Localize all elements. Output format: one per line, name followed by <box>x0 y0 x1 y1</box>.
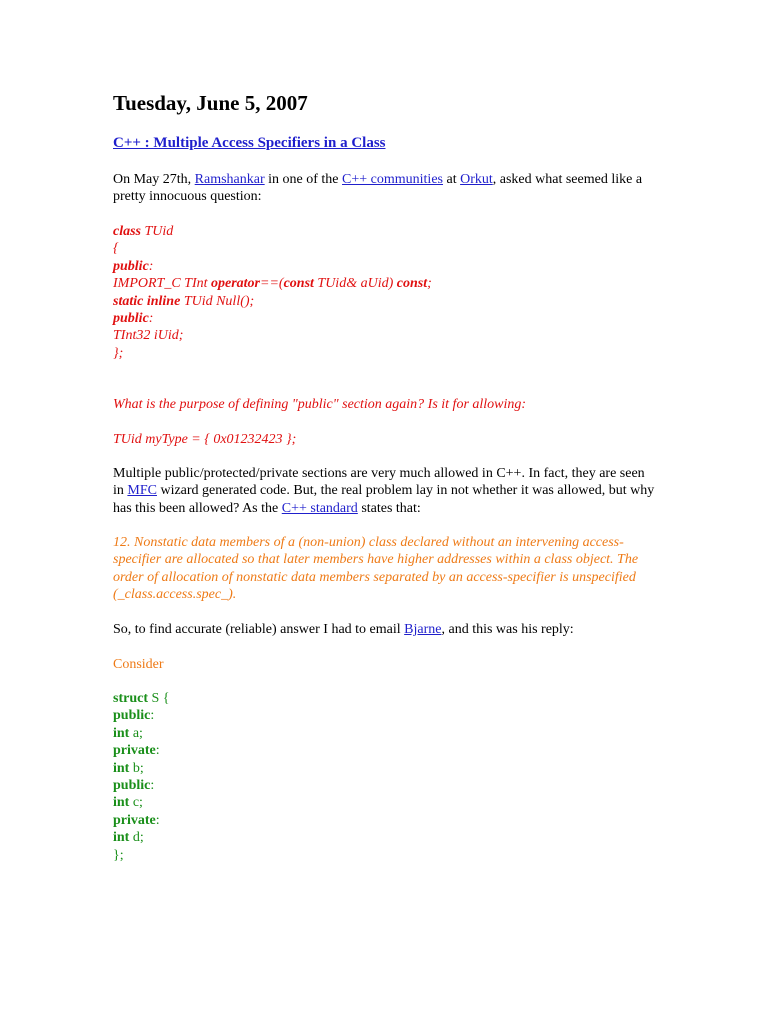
code-line: int c; <box>113 795 143 811</box>
code-line: class TUid <box>113 224 174 239</box>
email-paragraph <box>113 621 658 638</box>
post-title <box>113 135 386 152</box>
para-text: , and this was his reply: <box>441 622 574 637</box>
date-header: Tuesday, June 5, 2007 <box>113 91 308 115</box>
code-block-struct <box>113 690 658 864</box>
question-code: TUid myType = { 0x01232423 }; <box>113 432 297 447</box>
standard-paragraph <box>113 465 658 517</box>
orkut-link[interactable]: Orkut <box>460 172 493 187</box>
code-line: }; <box>113 847 124 863</box>
code-line: public: <box>113 311 154 327</box>
code-line: private: <box>113 812 160 828</box>
post-title-link[interactable]: C++ : Multiple Access Specifiers in a Class <box>113 135 386 151</box>
intro-text: at <box>442 172 461 187</box>
code-line: public: <box>113 708 155 724</box>
code-line: public: <box>113 778 155 794</box>
intro-paragraph <box>113 171 658 206</box>
code-block-tuid <box>113 223 658 362</box>
intro-text: , asked what seemed like a pretty innocuous question: <box>113 172 643 205</box>
para-text: Multiple public/protected/private sections are very much allowed in C++. In fact, they are seen in <box>113 466 645 499</box>
code-line: }; <box>113 345 124 361</box>
code-line: private: <box>113 743 160 759</box>
code-line: int d; <box>113 830 144 846</box>
intro-text: On May 27th, <box>113 172 195 187</box>
para-text: So, to find accurate (reliable) answer I had to email <box>113 622 405 637</box>
code-line: struct S { <box>113 691 170 706</box>
bjarne-link[interactable]: Bjarne <box>404 622 442 637</box>
para-text: wizard generated code. But, the real problem lay in not whether it was allowed, but why has this been allowed? As the <box>113 483 655 516</box>
code-line: int a; <box>113 725 143 741</box>
standard-quote: 12. Nonstatic data members of a (non-union) class declared without an intervening access-specifier are allocated so that later members have higher addresses within a class object. The order of allocation of nonstatic data members separated by an access-specifier is unspecified (_class.access.spec_). <box>113 535 639 603</box>
mfc-link[interactable]: MFC <box>127 483 157 499</box>
intro-text: in one of the <box>264 172 343 187</box>
code-line: IMPORT_C TInt operator==(const TUid& aUid) const; <box>113 276 432 292</box>
code-line: { <box>113 241 119 257</box>
question-text: What is the purpose of defining "public" section again? Is it for allowing: <box>113 397 527 412</box>
communities-link[interactable]: C++ communities <box>342 172 443 187</box>
code-line: static inline TUid Null(); <box>113 293 255 309</box>
code-line: TInt32 iUid; <box>113 328 184 344</box>
code-line: public: <box>113 258 154 274</box>
cpp-standard-link[interactable]: C++ standard <box>281 500 358 516</box>
ramshankar-link[interactable]: Ramshankar <box>194 172 265 187</box>
reply-consider: Consider <box>113 657 164 672</box>
para-text: states that: <box>357 500 421 516</box>
code-line: int b; <box>113 760 144 776</box>
